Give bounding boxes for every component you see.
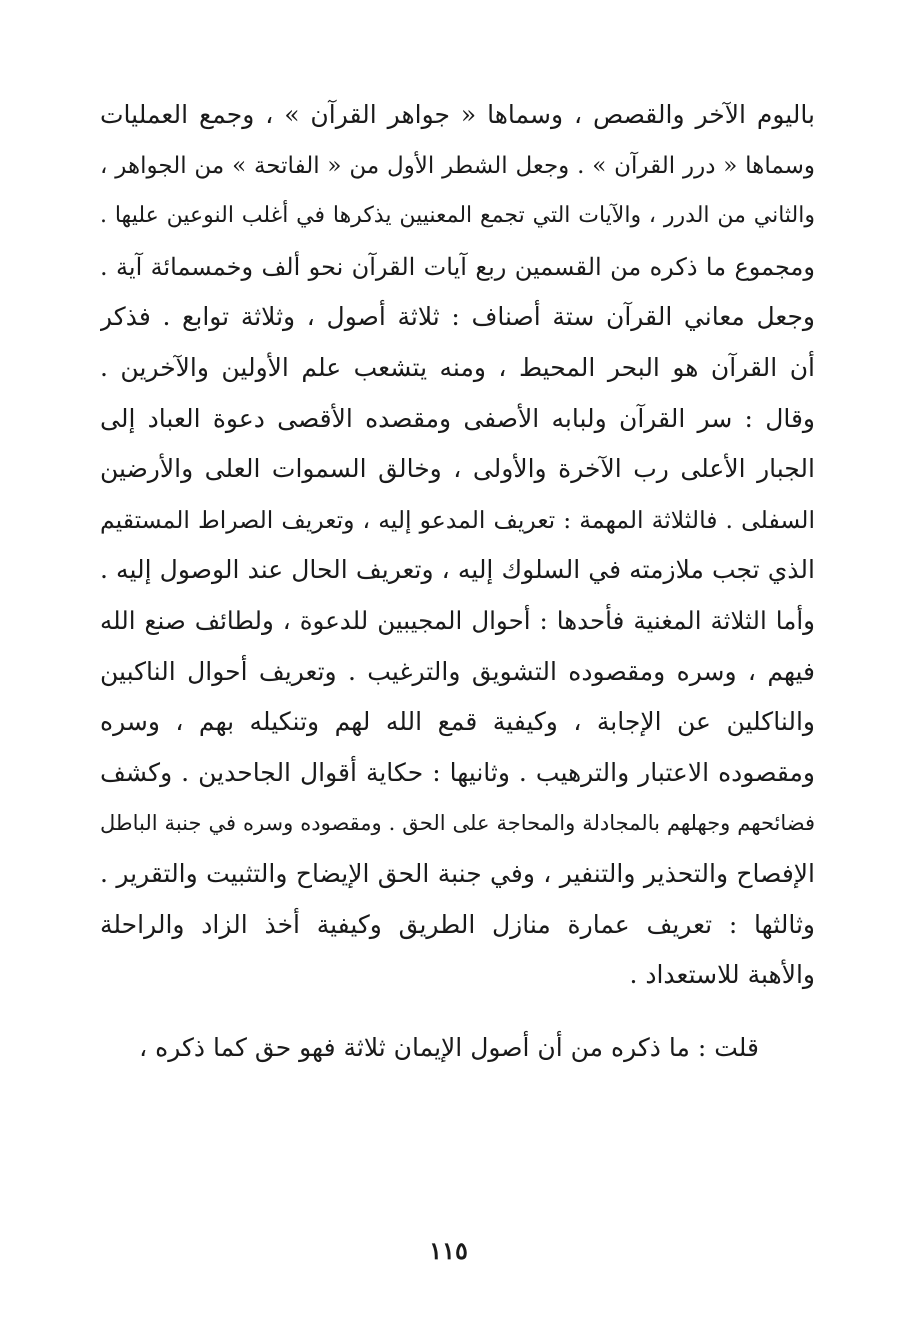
text-line: الإفصاح والتحذير والتنفير ، وفي جنبة الحق الإيضاح والتثبيت والتقرير .	[100, 858, 815, 888]
text-line: وقال : سر القرآن ولبابه الأصفى ومقصده الأقصى دعوة العباد إلى	[100, 403, 815, 433]
text-line: وأما الثلاثة المغنية فأحدها : أحوال المجيبين للدعوة ، ولطائف صنع الله	[100, 605, 815, 635]
page-number: ١١٥	[429, 1236, 468, 1265]
text-line: باليوم الآخر والقصص ، وسماها « جواهر القرآن » ، وجمع العمليات	[100, 100, 815, 129]
text-line: الجبار الأعلى رب الآخرة والأولى ، وخالق السموات العلى والأرضين	[100, 454, 815, 484]
paragraph-1	[100, 90, 815, 1001]
text-line: والثاني من الدرر ، والآيات التي تجمع المعنيين يذكرها في أغلب النوعين عليها .	[100, 203, 815, 229]
text-line: ومجموع ما ذكره من القسمين ربع آيات القرآن نحو ألف وخمسمائة آية .	[100, 252, 815, 281]
text-line: الذي تجب ملازمته في السلوك إليه ، وتعريف الحال عند الوصول إليه .	[100, 555, 815, 585]
text-line: والناكلين عن الإجابة ، وكيفية قمع الله لهم وتنكيله بهم ، وسره	[100, 707, 815, 737]
text-line: وثالثها : تعريف عمارة منازل الطريق وكيفية أخذ الزاد والراحلة	[100, 909, 815, 939]
text-line: أن القرآن هو البحر المحيط ، ومنه يتشعب علم الأولين والآخرين .	[100, 352, 815, 382]
text-line: والأهبة للاستعداد .	[629, 960, 815, 990]
paragraph-2	[100, 1023, 815, 1074]
paragraph-gap	[100, 1001, 815, 1023]
text-line: وسماها « درر القرآن » . وجعل الشطر الأول من « الفاتحة » من الجواهر ،	[100, 152, 815, 179]
text-line: وجعل معاني القرآن ستة أصناف : ثلاثة أصول ، وثلاثة توابع . فذكر	[100, 302, 815, 332]
text-line: فضائحهم وجهلهم بالمجادلة والمحاجة على الحق . ومقصوده وسره في جنبة الباطل	[100, 811, 815, 836]
text-line: السفلى . فالثلاثة المهمة : تعريف المدعو إليه ، وتعريف الصراط المستقيم	[100, 505, 815, 534]
text-line: قلت : ما ذكره من أن أصول الإيمان ثلاثة فهو حق كما ذكره ،	[139, 1032, 759, 1062]
body-text	[100, 90, 815, 1073]
text-line: ومقصوده الاعتبار والترهيب . وثانيها : حكاية أقوال الجاحدين . وكشف	[100, 757, 815, 787]
text-line: فيهم ، وسره ومقصوده التشويق والترغيب . وتعريف أحوال الناكبين	[100, 656, 815, 686]
